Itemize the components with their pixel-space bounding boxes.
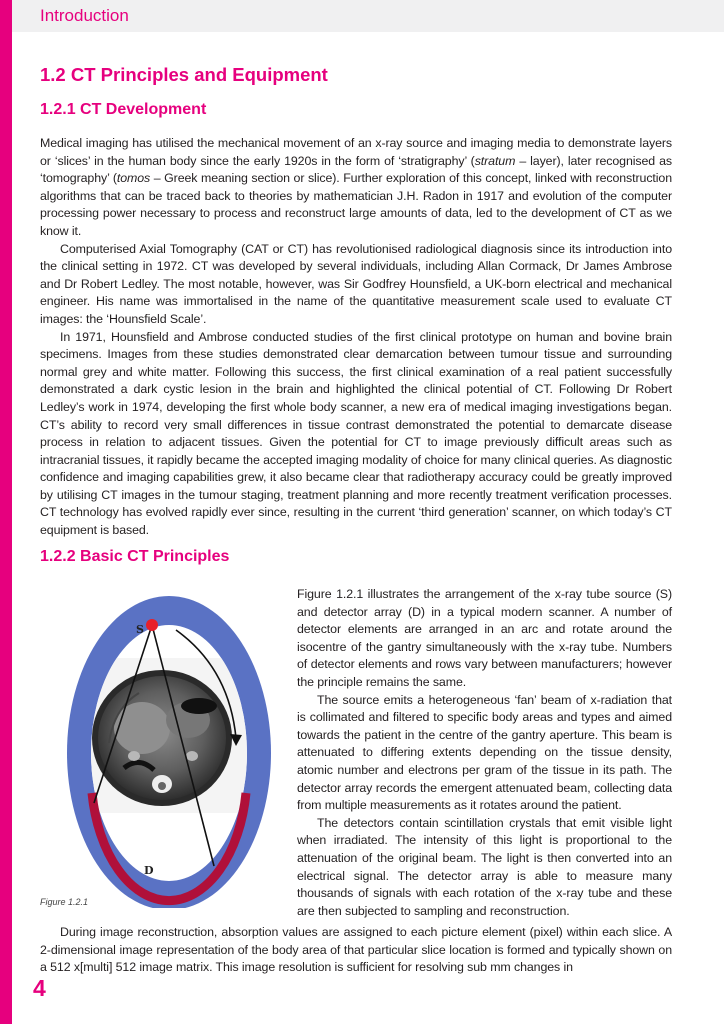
basic-paragraph-2: The source emits a heterogeneous ‘fan’ beam of x-radiation that is collimated and filtered to specific body areas and types and aimed towards the patient in the centre of the gantry aperture. This beam is attenuated to differing extents depending on the tissue density, atomic number and electrons per gram of the tissue in its path. The detector array records the emergent attenuated beam, collecting data from multiple measurements as it rotates around the patient. bbox=[297, 692, 672, 813]
basic-principles-heading: 1.2.2 Basic CT Principles bbox=[40, 548, 230, 565]
basic-principles-column bbox=[297, 586, 672, 920]
basic-paragraph-1: Figure 1.2.1 illustrates the arrangement of the x-ray tube source (S) and detector array (D) in a typical modern scanner. A number of detector elements are arranged in an arc and rotate around the isocentre of the gantry simultaneously with the x-ray tube. Numbers of detector elements and rows vary between manufacturers; however the principle remains the same. bbox=[297, 587, 672, 689]
ct-slice-image bbox=[91, 658, 251, 813]
basic-paragraph-4: During image reconstruction, absorption values are assigned to each picture element (pixel) within each slice. A 2-dimensional image representation of the body area of that particular slice location is formed and typically shown on a 512 x[multi] 512 image matrix. This image resolution is sufficient for resolving sub mm changes in bbox=[40, 925, 672, 975]
ct-development-section bbox=[40, 135, 672, 540]
page-number: 4 bbox=[33, 975, 46, 1001]
left-accent-bar bbox=[0, 0, 12, 1024]
xray-source-dot bbox=[146, 619, 158, 631]
dev-paragraph-1: Medical imaging has utilised the mechanical movement of an x-ray source and imaging media to demonstrate layers or ‘slices’ in the human body since the early 1920s in the form of ‘stratigraphy’ (stratum – layer), later recognised as ‘tomography’ (tomos – Greek meaning section or slice). Further exploration of this concept, linked with reconstruction algorithms that can be traced back to theories by mathematician J.H. Radon in 1917 and evolution of the computer processing power necessary to process and reconstruct large amounts of data, led to the development of CT as we know it. bbox=[40, 136, 672, 238]
source-label: S bbox=[136, 623, 144, 636]
figure-caption: Figure 1.2.1 bbox=[40, 897, 89, 907]
gantry-diagram bbox=[64, 588, 274, 908]
ct-gantry-figure bbox=[64, 588, 274, 908]
section-header: Introduction bbox=[40, 6, 129, 25]
detector-label: D bbox=[144, 864, 154, 877]
page-title: 1.2 CT Principles and Equipment bbox=[40, 64, 328, 85]
basic-principles-continued bbox=[40, 924, 672, 977]
ct-development-heading: 1.2.1 CT Development bbox=[40, 101, 207, 118]
dev-paragraph-2: Computerised Axial Tomography (CAT or CT) has revolutionised radiological diagnosis since its introduction into the clinical setting in 1972. CT was developed by several individuals, including Allan Cormack, Dr James Ambrose and Dr Robert Ledley. The most notable, however, was Sir Godfrey Hounsfield, a UK-born electrical and mechanical engineer. His name was immortalised in the name of the quantitative measurement scale used to evaluate CT images: the ‘Hounsfield Scale’. bbox=[40, 241, 672, 326]
basic-paragraph-3: The detectors contain scintillation crystals that emit visible light when irradiated. The intensity of this light is proportional to the attenuation of the original beam. The light is then converted into an electrical signal. The detector array is able to measure many thousands of signals with each rotation of the x-ray tube and these are then subjected to sampling and reconstruction. bbox=[297, 815, 672, 918]
dev-paragraph-3: In 1971, Hounsfield and Ambrose conducted studies of the first clinical prototype on human and bovine brain specimens. Images from these studies demonstrated clear demarcation between tumour tissue and surrounding normal grey and white matter. Following this success, the first clinical examination of a real patient successfully demonstrated a dark cystic lesion in the brain and highlighted the clinical potential of CT. Following Dr Robert Ledley’s work in 1974, developing the first whole body scanner, a new era of medical imaging investigations began. CT’s ability to record very small differences in tissue contrast demonstrated the potential to demarcate disease process in relation to adjacent tissues. Given the potential for CT to image previously difficult areas such as intracranial tissues, it rapidly became the accepted imaging modality of choice for many clinical queries. As diagnostic confidence and imaging capabilities grew, it also became clear that radiotherapy accuracy could be greatly improved by utilising CT images in the tumour staging, treatment planning and more recently treatment verification processes. CT technology has evolved rapidly ever since, resulting in the current ‘third generation’ scanner, on which today’s CT equipment is based. bbox=[40, 329, 672, 538]
